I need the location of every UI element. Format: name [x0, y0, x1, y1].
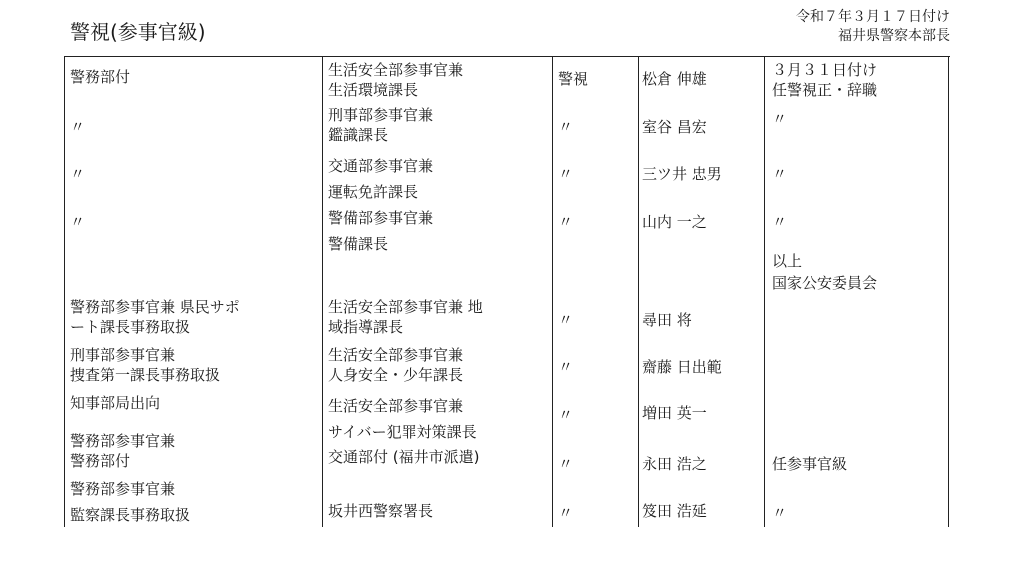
cell-name: 増田 英一 [642, 404, 707, 422]
document-meta [796, 8, 950, 46]
cell-rank: 警視 [558, 70, 589, 88]
cell-rank: 〃 [558, 213, 574, 231]
cell-name: 室谷 昌宏 [642, 118, 707, 136]
cell-rank: 〃 [558, 504, 574, 522]
cell-note: ３月３１日付け 任警視正・辞職 [772, 61, 878, 99]
cell-name: 笈田 浩延 [642, 502, 707, 520]
cell-old-post: 〃 [70, 165, 86, 183]
cell-new-post: 交通部参事官兼 運転免許課長 [328, 157, 434, 201]
column-divider [764, 57, 765, 527]
cell-name: 永田 浩之 [642, 455, 707, 473]
cell-rank: 〃 [558, 455, 574, 473]
personnel-table [64, 56, 950, 527]
cell-new-post: 生活安全部参事官兼 生活環境課長 [328, 61, 464, 99]
cell-name: 松倉 伸雄 [642, 70, 707, 88]
cell-new-post: 交通部付 (福井市派遣) [328, 448, 480, 466]
column-divider [322, 57, 323, 527]
cell-note: 〃 [772, 213, 788, 231]
table-border [948, 57, 949, 527]
page-title: 警視(参事官級) [70, 20, 206, 44]
cell-rank: 〃 [558, 358, 574, 376]
cell-old-post: 〃 [70, 213, 86, 231]
cell-old-post: 刑事部参事官兼 捜査第一課長事務取扱 [70, 346, 221, 384]
cell-new-post: 生活安全部参事官兼 人身安全・少年課長 [328, 346, 464, 384]
cell-new-post: 生活安全部参事官兼 地 域指導課長 [328, 298, 483, 336]
cell-rank: 〃 [558, 406, 574, 424]
cell-old-post: 警務部参事官兼 監察課長事務取扱 [70, 480, 191, 524]
cell-old-post: 警務部付 [70, 68, 131, 86]
cell-new-post: 生活安全部参事官兼 サイバー犯罪対策課長 [328, 397, 477, 441]
cell-new-post: 警備部参事官兼 警備課長 [328, 209, 434, 253]
cell-note: 以上 国家公安委員会 [772, 252, 878, 292]
cell-new-post: 坂井西警察署長 [328, 502, 434, 520]
cell-note: 〃 [772, 110, 788, 128]
cell-note: 〃 [772, 165, 788, 183]
cell-name: 山内 一之 [642, 213, 707, 231]
cell-rank: 〃 [558, 118, 574, 136]
cell-name: 尋田 将 [642, 311, 692, 329]
cell-old-post: 警務部参事官兼 警務部付 [70, 432, 176, 470]
cell-rank: 〃 [558, 165, 574, 183]
cell-old-post: 〃 [70, 118, 86, 136]
issuer: 福井県警察本部長 [838, 28, 950, 44]
cell-old-post: 知事部局出向 [70, 394, 161, 412]
cell-note: 〃 [772, 504, 788, 522]
cell-name: 三ツ井 忠男 [642, 165, 722, 183]
cell-note: 任参事官級 [772, 455, 848, 473]
column-divider [638, 57, 639, 527]
cell-old-post: 警務部参事官兼 県民サポ ート課長事務取扱 [70, 298, 240, 336]
table-border [64, 57, 65, 527]
issue-date: 令和７年３月１７日付け [796, 9, 950, 25]
cell-new-post: 刑事部参事官兼 鑑識課長 [328, 106, 434, 144]
cell-rank: 〃 [558, 311, 574, 329]
column-divider [552, 57, 553, 527]
cell-name: 齋藤 日出範 [642, 358, 722, 376]
